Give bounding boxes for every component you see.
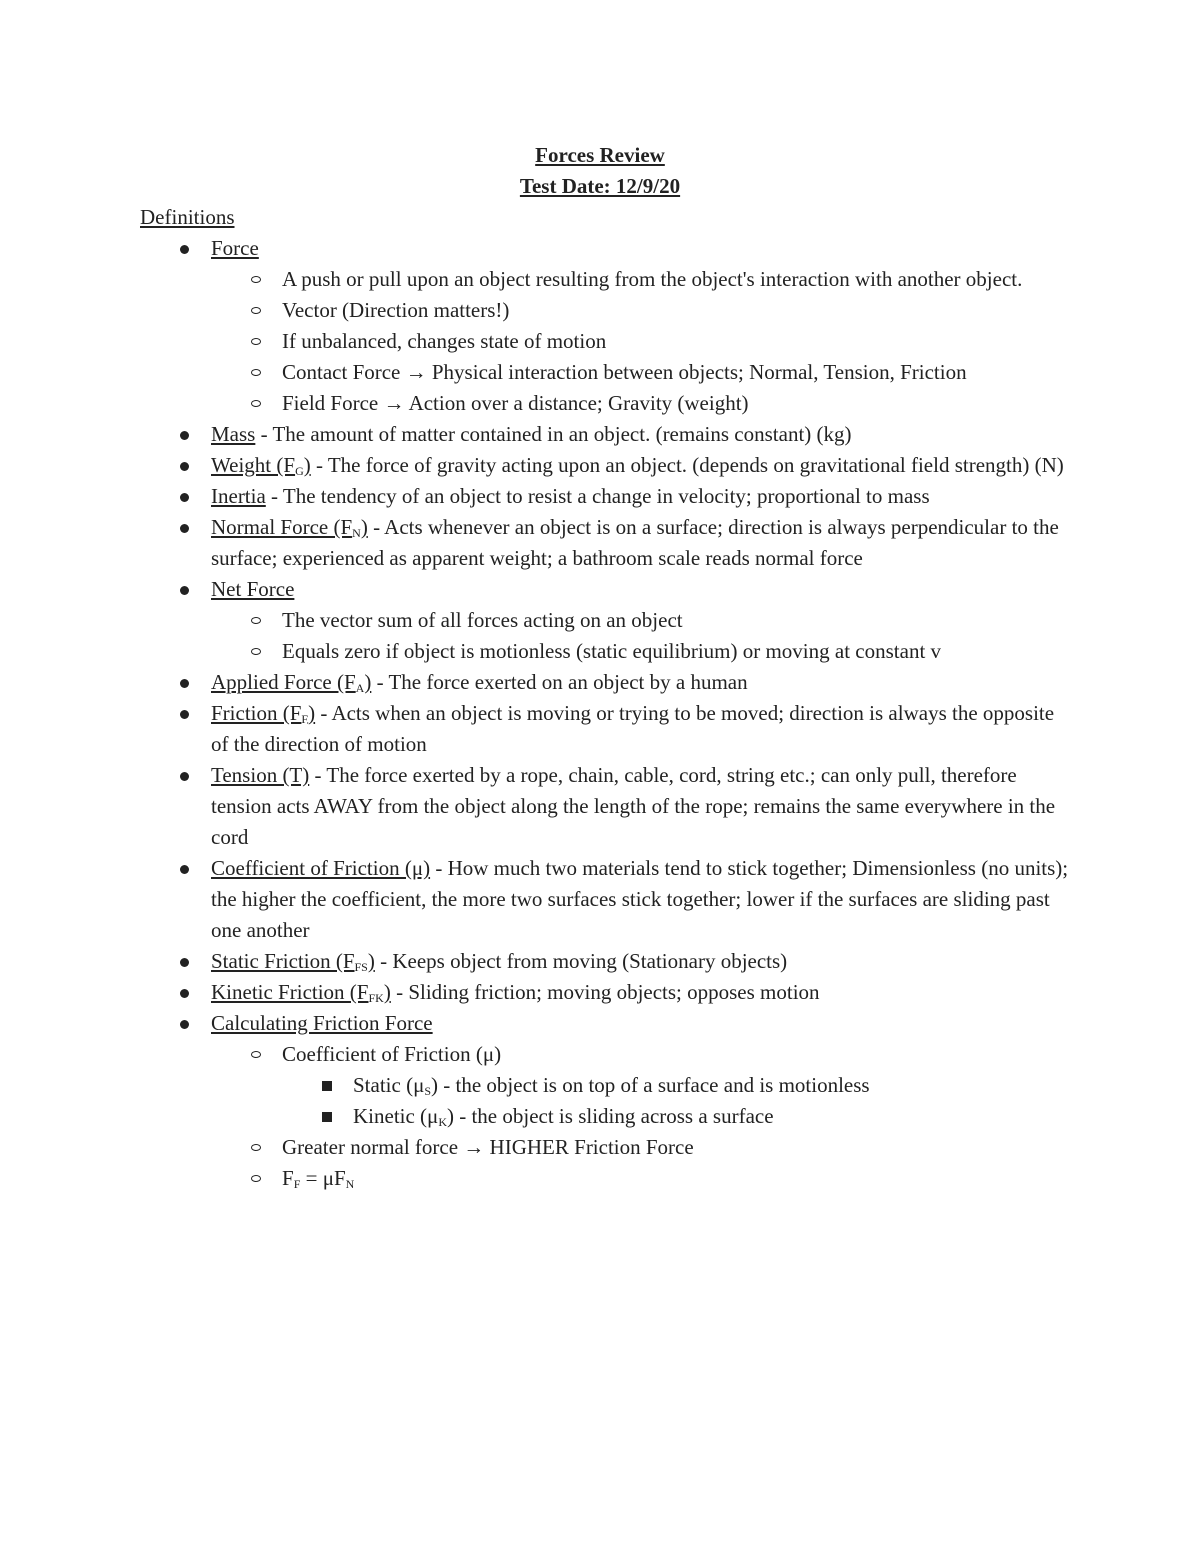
term-net: Net Force (211, 577, 295, 601)
list-item-static (140, 946, 1070, 977)
list-item: A push or pull upon an object resulting from the object's interaction with another object. (211, 264, 1070, 295)
list-item-applied (140, 667, 1070, 698)
bullet-circle-icon (251, 648, 261, 655)
bullet-dot-icon (180, 958, 189, 967)
list-item: Vector (Direction matters!) (211, 295, 1070, 326)
bullet-dot-icon (180, 1020, 189, 1029)
bullet-dot-icon (180, 462, 189, 471)
list-item: Kinetic $(\mu_K)$ - the object is sliding across a surface (282, 1101, 1070, 1132)
test-date: Test Date: 12/9/20 (519, 174, 681, 198)
net-sublist (211, 605, 1070, 667)
bullet-square-icon (322, 1081, 332, 1091)
bullet-square-icon (322, 1112, 332, 1122)
desc-kinetic: - Sliding friction; moving objects; opposes motion (390, 980, 820, 1004)
term-kinetic: Kinetic Friction $(F_{FK})$ (211, 980, 391, 1005)
title-block (0, 140, 1200, 202)
section-heading: Definitions (140, 205, 235, 229)
list-item-force (140, 233, 1070, 419)
desc-coefficient: - How much two materials tend to stick together; Dimensionless (no units); the higher the coefficient, the more two surfaces stick together; lower if the surfaces are sliding past one another (211, 856, 1069, 942)
bullet-dot-icon (180, 493, 189, 502)
list-item-coefficient (140, 853, 1070, 946)
formula-item: $F_F = \mu F_N$ (211, 1163, 1070, 1194)
list-item-inertia (140, 481, 1070, 512)
bullet-dot-icon (180, 431, 189, 440)
term-static: Static Friction $(F_{FS})$ (211, 949, 375, 974)
bullet-dot-icon (180, 245, 189, 254)
list-item-friction (140, 698, 1070, 760)
list-item-mass (140, 419, 1070, 450)
bullet-dot-icon (180, 772, 189, 781)
coef-sublist (282, 1070, 1070, 1132)
bullet-circle-icon (251, 1144, 261, 1151)
term-tension: Tension (T) (211, 763, 310, 787)
list-item-kinetic (140, 977, 1070, 1008)
bullet-circle-icon (251, 338, 261, 345)
desc-applied: - The force exerted on an object by a human (371, 670, 748, 694)
definitions-section (140, 202, 1070, 1194)
list-item: Contact Force → Physical interaction between objects; Normal, Tension, Friction (211, 357, 1070, 388)
list-item: The vector sum of all forces acting on an object (211, 605, 1070, 636)
bullet-dot-icon (180, 865, 189, 874)
term-inertia: Inertia (211, 484, 266, 508)
list-item-net (140, 574, 1070, 667)
page-title: Forces Review (535, 143, 665, 167)
bullet-dot-icon (180, 989, 189, 998)
force-sublist (211, 264, 1070, 419)
desc-mass: - The amount of matter contained in an object. (remains constant) (kg) (255, 422, 852, 446)
desc-normal: - Acts whenever an object is on a surface; direction is always perpendicular to the surface; experienced as apparent weight; a bathroom scale reads normal force (211, 515, 1059, 570)
calc-sublist (211, 1039, 1070, 1194)
bullet-circle-icon (251, 617, 261, 624)
bullet-dot-icon (180, 524, 189, 533)
bullet-dot-icon (180, 586, 189, 595)
list-item-tension (140, 760, 1070, 853)
bullet-dot-icon (180, 679, 189, 688)
term-mass: Mass (211, 422, 256, 446)
bullet-circle-icon (251, 1051, 261, 1058)
list-item: Static $(\mu_S)$ - the object is on top of a surface and is motionless (282, 1070, 1070, 1101)
list-item: Equals zero if object is motionless (static equilibrium) or moving at constant v (211, 636, 1070, 667)
desc-weight: - The force of gravity acting upon an object. (depends on gravitational field strength) (N) (310, 453, 1064, 477)
desc-inertia: - The tendency of an object to resist a change in velocity; proportional to mass (265, 484, 930, 508)
desc-friction: - Acts when an object is moving or trying to be moved; direction is always the opposite of the direction of motion (211, 701, 1055, 756)
term-applied: Applied Force $(F_A)$ (211, 670, 372, 695)
term-normal: Normal Force $(F_N)$ (211, 515, 368, 540)
term-force: Force (211, 236, 259, 260)
bullet-circle-icon (251, 400, 261, 407)
bullet-circle-icon (251, 307, 261, 314)
definitions-list (140, 233, 1070, 1194)
desc-static: - Keeps object from moving (Stationary objects) (374, 949, 788, 973)
term-friction: Friction $(F_F)$ (211, 701, 316, 726)
bullet-circle-icon (251, 276, 261, 283)
list-item: Coefficient of Friction (μ) Static $(\mu_S)$ - the object is on top of a surface and is motionless Kinetic $(\mu_K)$ - the object is sliding across a surface (211, 1039, 1070, 1132)
list-item: Field Force → Action over a distance; Gravity (weight) (211, 388, 1070, 419)
list-item-calculating (140, 1008, 1070, 1194)
desc-tension: - The force exerted by a rope, chain, cable, cord, string etc.; can only pull, therefore tension acts AWAY from the object along the length of the rope; remains the same everywhere in the cord (211, 763, 1056, 849)
list-item-normal (140, 512, 1070, 574)
bullet-circle-icon (251, 1175, 261, 1182)
term-calculating: Calculating Friction Force (211, 1011, 433, 1035)
term-coefficient: Coefficient of Friction (μ) (211, 856, 431, 880)
term-weight: Weight $(F_G)$ (211, 453, 311, 478)
bullet-dot-icon (180, 710, 189, 719)
bullet-circle-icon (251, 369, 261, 376)
list-item-weight (140, 450, 1070, 481)
list-item: Greater normal force → HIGHER Friction Force (211, 1132, 1070, 1163)
list-item: If unbalanced, changes state of motion (211, 326, 1070, 357)
